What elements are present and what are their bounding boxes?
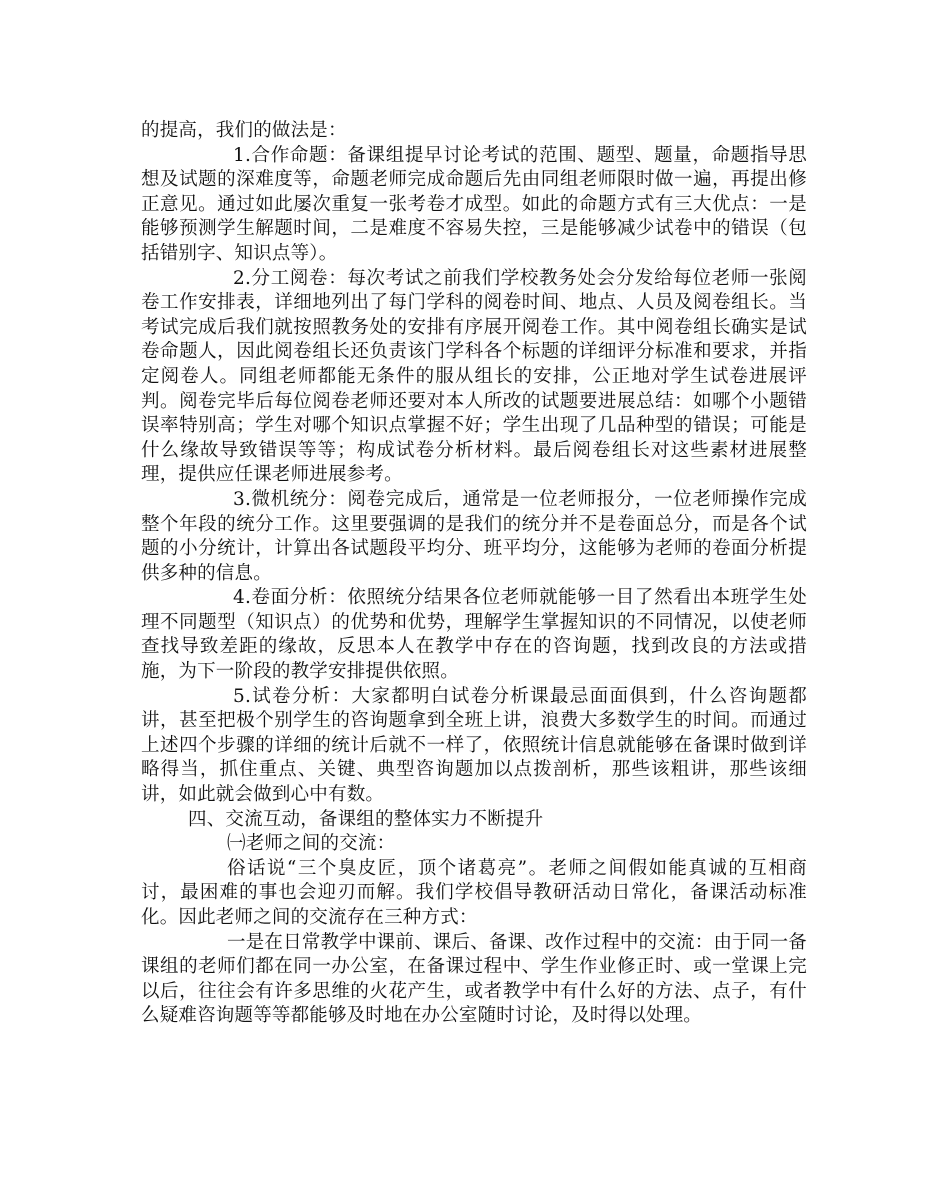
subsection-heading-teacher-exchange: ㈠老师之间的交流： xyxy=(227,833,396,855)
paragraph-proverb: 俗话说“三个臭皮匠，顶个诸葛亮”。老师之间假如能真诚的互相商讨，最困难的事也会迎刃而解。我们学校倡导教研活动日常化，备课活动标准化。因此老师之间的交流存在三种方式： xyxy=(141,857,807,928)
paragraph-divided-grading: 2.分工阅卷：每次考试之前我们学校教务处会分发给每位老师一张阅卷工作安排表，详细地列出了每门学科的阅卷时间、地点、人员及阅卷组长。当考试完成后我们就按照教务处的安排有序展开阅卷工作。其中阅卷组长确实是试卷命题人，因此阅卷组长还负责该门学科各个标题的详细评分标准和要求，并指定阅卷人。同组老师都能无条件的服从组长的安排，公正地对学生试卷进展评判。阅卷完毕后每位阅卷老师还要对本人所改的试题要进展总结：如哪个小题错误率特别高；学生对哪个知识点掌握不好；学生出现了几品种型的错误；可能是什么缘故导致错误等等；构成试卷分析材料。最后阅卷组长对这些素材进展整理，提供应任课老师进展参考。 xyxy=(141,267,807,486)
paragraph-paper-analysis: 4.卷面分析：依照统分结果各位老师就能够一目了然看出本班学生处理不同题型（知识点）的优势和优势，理解学生掌握知识的不同情况，以使老师查找导致差距的缘故，反思本人在教学中存在的咨询题，找到改良的方法或措施，为下一阶段的教学安排提供依照。 xyxy=(141,587,807,683)
paragraph-cooperative-proposition: 1.合作命题：备课组提早讨论考试的范围、题型、题量，命题指导思想及试题的深难度等，命题老师完成命题后先由同组老师限时做一遍，再提出修正意见。通过如此屡次重复一张考卷才成型。如此的命题方式有三大优点：一是能够预测学生解题时间，二是难度不容易失控，三是能够减少试卷中的错误（包括错别字、知识点等）。 xyxy=(141,144,807,264)
paragraph-computer-scoring: 3.微机统分：阅卷完成后，通常是一位老师报分，一位老师操作完成整个年段的统分工作。这里要强调的是我们的统分并不是卷面总分，而是各个试题的小分统计，计算出各试题段平均分、班平均分，这能够为老师的卷面分析提供多种的信息。 xyxy=(141,488,807,584)
paragraph-intro: 的提高，我们的做法是： xyxy=(141,120,347,141)
section-heading-exchange: 四、交流互动，备课组的整体实力不断提升 xyxy=(188,808,544,830)
paragraph-test-analysis: 5.试卷分析：大家都明白试卷分析课最忌面面俱到，什么咨询题都讲，甚至把极个别学生的咨询题拿到全班上讲，浪费大多数学生的时间。而通过上述四个步骤的详细的统计后就不一样了，依照统计信息就能够在备课时做到详略得当，抓住重点、关键、典型咨询题加以点拨剖析，那些该粗讲，那些该细讲，如此就会做到心中有数。 xyxy=(141,685,807,806)
paragraph-daily-exchange: 一是在日常教学中课前、课后、备课、改作过程中的交流：由于同一备课组的老师们都在同一办公室，在备课过程中、学生作业修正时、或一堂课上完以后，往往会有许多思维的火花产生，或者教学中有什么好的方法、点子，有什么疑难咨询题等等都能够及时地在办公室随时讨论，及时得以处理。 xyxy=(141,931,807,1027)
document-body xyxy=(141,119,807,1029)
